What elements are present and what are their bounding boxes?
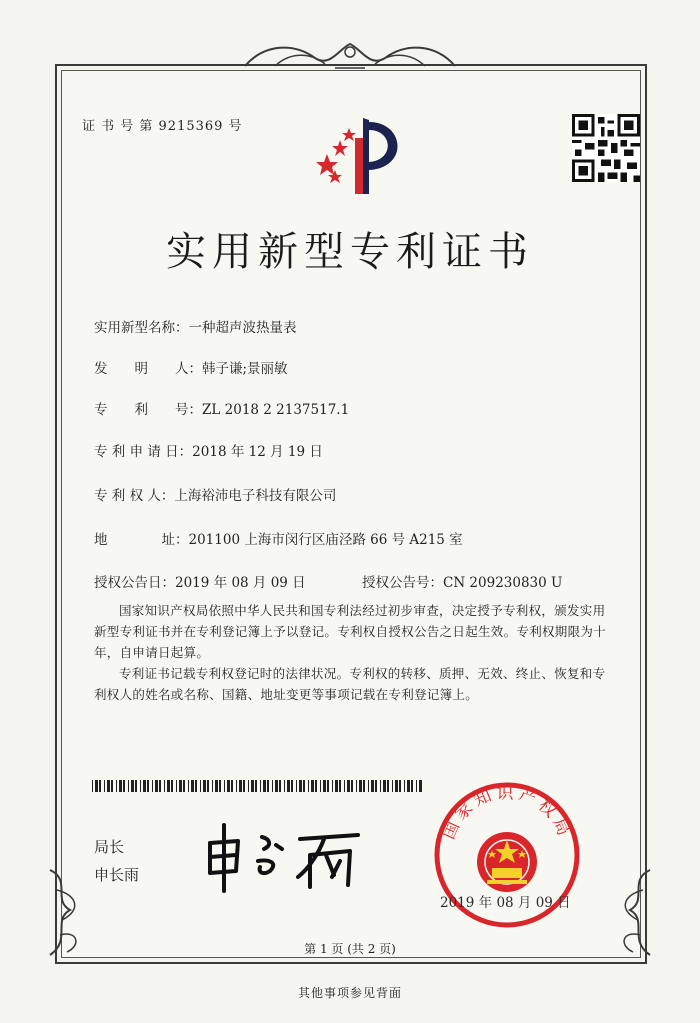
patent-office-logo	[305, 108, 415, 198]
filing-date-row	[94, 440, 323, 460]
patentee-row	[94, 484, 336, 504]
field-label: 实用新型名称：	[94, 320, 189, 336]
address-row	[94, 528, 463, 548]
utility-model-name-row	[94, 316, 297, 336]
field-value: 一种超声波热量表	[188, 320, 297, 336]
seal-date: 2019 年 08 月 09 日	[440, 895, 571, 911]
field-label: 专 利 权 人：	[94, 488, 175, 504]
director-name: 申长雨	[94, 866, 140, 884]
field-value: 上海裕沛电子科技有限公司	[174, 488, 337, 504]
field-value: 韩子谦;景丽敏	[202, 361, 288, 377]
legal-status-paragraph: 专利证书记载专利权登记时的法律状况。专利权的转移、质押、无效、终止、恢复和专利权人的姓名或名称、国籍、地址变更等事项记载在专利登记簿上。	[94, 666, 606, 702]
certificate-number: 证 书 号 第 9215369 号	[82, 119, 243, 134]
field-value: 2019 年 08 月 09 日	[175, 575, 306, 591]
director-signature	[200, 815, 370, 895]
patent-number-row	[94, 398, 349, 418]
director-title: 局长	[94, 838, 125, 856]
field-label: 专 利 号：	[94, 402, 202, 418]
field-value: CN 209230830 U	[443, 575, 563, 591]
grant-number-row	[362, 571, 562, 591]
grant-statement-paragraph: 国家知识产权局依照中华人民共和国专利法经过初步审查，决定授予专利权，颁发实用新型专利证书并在专利登记簿上予以登记。专利权自授权公告之日起生效。专利权期限为十年，自申请日起算。	[94, 603, 607, 660]
top-ornament	[235, 38, 465, 74]
inventor-row	[94, 357, 288, 377]
qr-code-icon	[572, 114, 640, 182]
field-label: 授权公告日：	[94, 575, 175, 591]
field-label: 专 利 申 请 日：	[94, 444, 193, 460]
seal-text: 国家知识产权局	[438, 783, 576, 843]
page-number: 第 1 页 (共 2 页)	[304, 942, 396, 956]
field-value: ZL 2018 2 2137517.1	[202, 402, 350, 418]
barcode-icon	[92, 780, 422, 792]
field-value: 201100 上海市闵行区庙泾路 66 号 A215 室	[188, 532, 463, 548]
field-label: 授权公告号：	[362, 575, 443, 591]
field-label: 发 明 人：	[94, 361, 202, 377]
certificate-title: 实用新型专利证书	[166, 229, 534, 275]
field-value: 2018 年 12 月 19 日	[192, 444, 323, 460]
grant-date-row	[94, 571, 306, 591]
footer-note: 其他事项参见背面	[297, 986, 402, 1000]
field-label: 地 址：	[94, 532, 189, 548]
